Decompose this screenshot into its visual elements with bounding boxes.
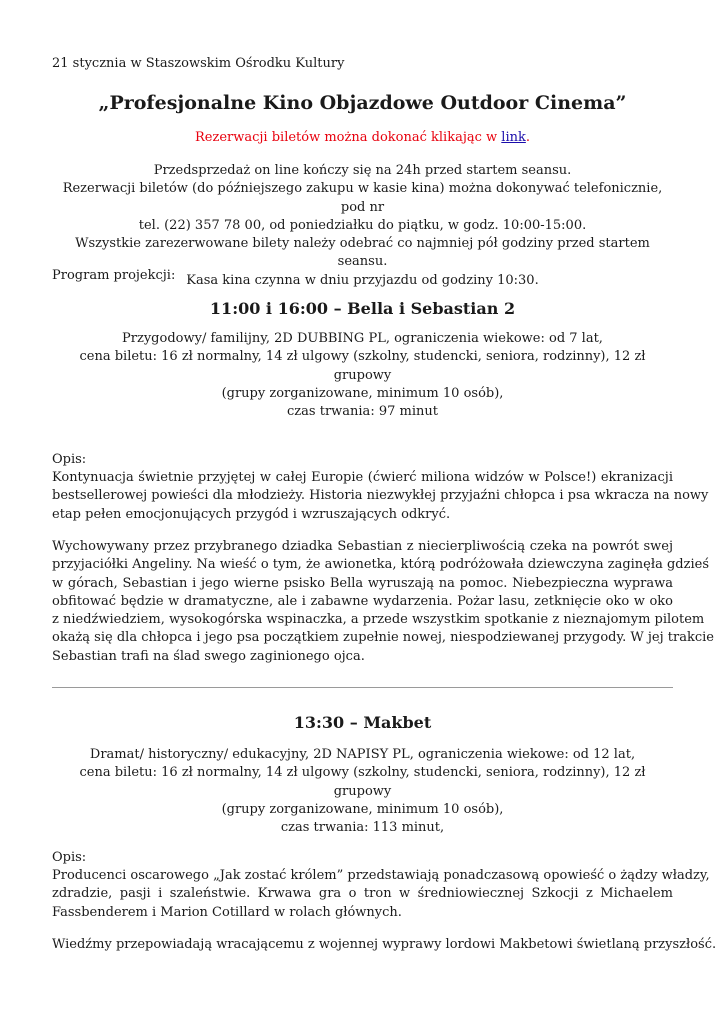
event-intro: 21 stycznia w Staszowskim Ośrodku Kultury [52,56,345,71]
reservation-link[interactable]: link [501,130,526,145]
film-info-line: Dramat/ historyczny/ edukacyjny, 2D NAPISY PL, ograniczenia wiekowe: od 12 lat, [89,747,636,762]
film-heading-bella: 11:00 i 16:00 – Bella i Sebastian 2 [209,299,516,318]
paragraph-line: etap pełen emocjonujących przygód i wzruszających odkryć. [52,506,451,522]
paragraph-line: Kontynuacja świetnie przyjętej w całej Europie (ćwierć miliona widzów w Polsce!) ekranizacji [52,470,673,485]
film-info-line: (grupy zorganizowane, minimum 10 osób), [221,801,504,817]
film-info-bella [52,330,673,421]
description-label: Opis: [52,850,87,865]
paragraph-line: Wiedźmy przepowiadają wracającemu z wojennej wyprawy lordowi Makbetowi świetlaną przyszłość. [52,937,717,952]
paragraph-line: okażą się dla chłopca i jego psa początkiem zupełnie nowej, niespodziewanej przygody. W jej trakcie [52,630,714,646]
paragraph-line: Wychowywany przez przybranego dziadka Sebastian z niecierpliwością czeka na powrót swej [52,539,673,554]
reservation-notice [52,129,673,147]
film-info-makbet [52,746,673,837]
section-divider [52,687,673,688]
description-label: Opis: [52,452,87,467]
presale-line: Rezerwacji biletów (do późniejszego zakupu w kasie kina) można dokonywać telefonicznie, pod nr [62,181,663,215]
paragraph-line: przyjaciółki Angeliny. Na wieść o tym, że awionetka, którą podróżowała dziewczyna zaginęła gdzieś [52,557,709,573]
paragraph-line: z niedźwiedziem, wysokogórska wspinaczka, a przede wszystkim spotkanie z nieznajomym pilotem [52,612,705,628]
description-paragraph [52,538,714,666]
description-paragraph [52,936,717,954]
paragraph-line: Sebastian trafi na ślad swego zaginionego ojca. [52,648,365,664]
film-info-line: cena biletu: 16 zł normalny, 14 zł ulgowy (szkolny, studencki, seniora, rodzinny), 12 zł grupowy [79,765,646,799]
program-label: Program projekcji: [52,268,176,283]
film-info-line: Przygodowy/ familijny, 2D DUBBING PL, ograniczenia wiekowe: od 7 lat, [122,331,603,346]
paragraph-line: bestsellerowej powieści dla młodzieży. Historia niezwykłej przyjaźni chłopca i psa wkracza na nowy [52,488,709,504]
presale-line: tel. (22) 357 78 00, od poniedziałku do piątku, w godz. 10:00-15:00. [138,217,587,233]
film-info-line: czas trwania: 97 minut [287,404,438,420]
film-info-line: cena biletu: 16 zł normalny, 14 zł ulgowy (szkolny, studencki, seniora, rodzinny), 12 zł grupowy [79,349,646,383]
reservation-suffix: . [525,130,530,145]
reservation-text: Rezerwacji biletów można dokonać klikając w [195,130,502,145]
film-info-line: czas trwania: 113 minut, [280,820,445,836]
description-paragraph [52,469,709,524]
paragraph-line: zdradzie, pasji i szaleństwie. Krwawa gra o tron w średniowiecznej Szkocji z Michaelem [52,886,673,902]
presale-line: Wszystkie zarezerwowane bilety należy odebrać co najmniej pół godziny przed startem seansu. [75,236,650,270]
film-info-line: (grupy zorganizowane, minimum 10 osób), [221,385,504,401]
description-paragraph [52,867,710,922]
paragraph-line: w górach, Sebastian i jego wierne psisko Bella wyruszają na pomoc. Niebezpieczna wyprawa [52,575,673,591]
paragraph-line: Producenci oscarowego „Jak zostać królem” przedstawiają ponadczasową opowieść o żądzy władzy, [52,868,710,883]
paragraph-line: Fassbenderem i Marion Cotillard w rolach głównych. [52,904,402,920]
page-title: „Profesjonalne Kino Objazdowe Outdoor Cinema” [98,92,627,114]
film-heading-makbet: 13:30 – Makbet [293,713,432,732]
presale-line: Przedsprzedaż on line kończy się na 24h przed startem seansu. [153,163,572,178]
presale-line: Kasa kina czynna w dniu przyjazdu od godziny 10:30. [186,272,539,288]
paragraph-line: obfitować będzie w dramatyczne, ale i zabawne wydarzenia. Pożar lasu, zetknięcie oko w oko [52,593,673,609]
